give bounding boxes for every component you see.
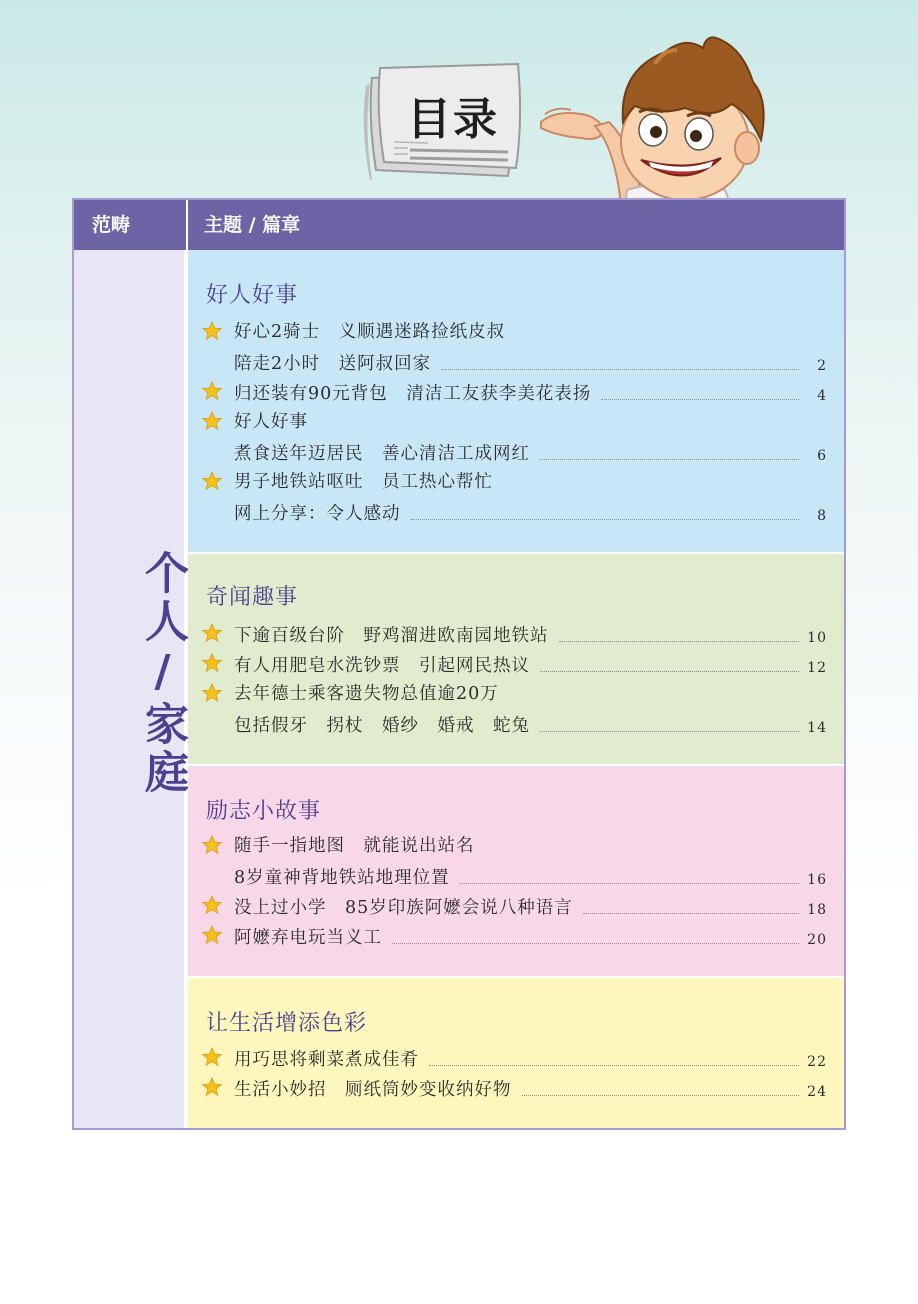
dot-leader: [392, 943, 799, 944]
star-icon: [202, 411, 222, 431]
dot-leader: [583, 913, 799, 914]
dot-leader: [540, 459, 799, 460]
entry-subtitle: 陪走2小时 送阿叔回家: [234, 354, 432, 374]
header-divider: [186, 200, 188, 250]
entry-subtitle: 煮食送年迈居民 善心清洁工成网红: [234, 444, 530, 464]
entry-title: 没上过小学 85岁印族阿嬷会说八种语言: [234, 898, 573, 918]
star-icon: [202, 321, 222, 341]
star-icon: [202, 1077, 222, 1097]
page-number: 24: [807, 1084, 827, 1100]
section-good-deeds: [188, 250, 844, 552]
star-icon: [202, 895, 222, 915]
page-number: 14: [807, 720, 827, 736]
page-number: 18: [807, 902, 827, 918]
list-item[interactable]: [202, 1044, 827, 1074]
list-item[interactable]: [202, 922, 827, 952]
category-label: 个人/家庭: [137, 550, 188, 797]
page-number: 4: [817, 388, 827, 404]
entry-title: 好人好事: [234, 412, 308, 432]
entry-title: 有人用肥皂水洗钞票 引起网民热议: [234, 656, 530, 676]
entry-title: 阿嬷弃电玩当义工: [234, 928, 382, 948]
list-item[interactable]: [202, 680, 827, 710]
category-column: [74, 250, 186, 1128]
entry-subtitle: 包括假牙 拐杖 婚纱 婚戒 蛇兔: [234, 716, 530, 736]
page-number: 22: [807, 1054, 827, 1070]
dot-leader: [540, 671, 799, 672]
list-item[interactable]: [202, 832, 827, 862]
star-icon: [202, 381, 222, 401]
dot-leader: [411, 519, 800, 520]
cartoon-boy-illustration: [535, 30, 785, 205]
entry-subtitle: 网上分享：令人感动: [234, 504, 401, 524]
dot-leader: [522, 1095, 800, 1096]
dot-leader: [429, 1065, 799, 1066]
list-item[interactable]: [202, 620, 827, 650]
list-item[interactable]: [202, 378, 827, 408]
list-item[interactable]: [202, 468, 827, 498]
table-of-contents: [72, 198, 846, 1130]
list-item-continuation[interactable]: [202, 438, 827, 468]
category-column-header: 范畴: [92, 214, 131, 236]
page-number: 20: [807, 932, 827, 948]
list-item[interactable]: [202, 318, 827, 348]
dot-leader: [540, 731, 799, 732]
section-title: 奇闻趣事: [206, 585, 299, 610]
dot-leader: [601, 399, 799, 400]
star-icon: [202, 471, 222, 491]
list-item[interactable]: [202, 650, 827, 680]
entry-title: 归还装有90元背包 清洁工友获李美花表扬: [234, 384, 592, 404]
list-item[interactable]: [202, 408, 827, 438]
topic-column-header: 主题 / 篇章: [204, 214, 301, 236]
table-header-row: [74, 200, 844, 250]
list-item-continuation[interactable]: [202, 498, 827, 528]
page-number: 16: [807, 872, 827, 888]
page-number: 2: [817, 358, 827, 374]
section-odd-news: [188, 554, 844, 764]
entry-title: 去年德士乘客遗失物总值逾20万: [234, 684, 499, 704]
list-item-continuation[interactable]: [202, 348, 827, 378]
section-title: 让生活增添色彩: [206, 1011, 368, 1036]
section-title: 励志小故事: [206, 799, 322, 824]
section-colorful-life: [188, 978, 844, 1128]
dot-leader: [441, 369, 799, 370]
list-item-continuation[interactable]: [202, 710, 827, 740]
list-item[interactable]: [202, 1074, 827, 1104]
page-number: 8: [817, 508, 827, 524]
page-number: 6: [817, 448, 827, 464]
list-item-continuation[interactable]: [202, 862, 827, 892]
entry-title: 用巧思将剩菜煮成佳肴: [234, 1050, 419, 1070]
star-icon: [202, 925, 222, 945]
entry-title: 下逾百级台阶 野鸡溜进欧南园地铁站: [234, 626, 549, 646]
entry-title: 男子地铁站呕吐 员工热心帮忙: [234, 472, 493, 492]
dot-leader: [559, 641, 800, 642]
list-item[interactable]: [202, 892, 827, 922]
entry-title: 生活小妙招 厕纸筒妙变收纳好物: [234, 1080, 512, 1100]
page-header: [0, 0, 918, 200]
star-icon: [202, 1047, 222, 1067]
page-number: 12: [807, 660, 827, 676]
star-icon: [202, 835, 222, 855]
entry-title: 随手一指地图 就能说出站名: [234, 836, 475, 856]
entry-subtitle: 8岁童神背地铁站地理位置: [234, 868, 450, 888]
star-icon: [202, 623, 222, 643]
entry-title: 好心2骑士 义顺遇迷路捡纸皮叔: [234, 322, 506, 342]
star-icon: [202, 653, 222, 673]
dot-leader: [460, 883, 799, 884]
page-number: 10: [807, 630, 827, 646]
page-title: 目录: [407, 94, 499, 145]
section-inspiring-stories: [188, 766, 844, 976]
star-icon: [202, 683, 222, 703]
section-title: 好人好事: [206, 283, 299, 308]
